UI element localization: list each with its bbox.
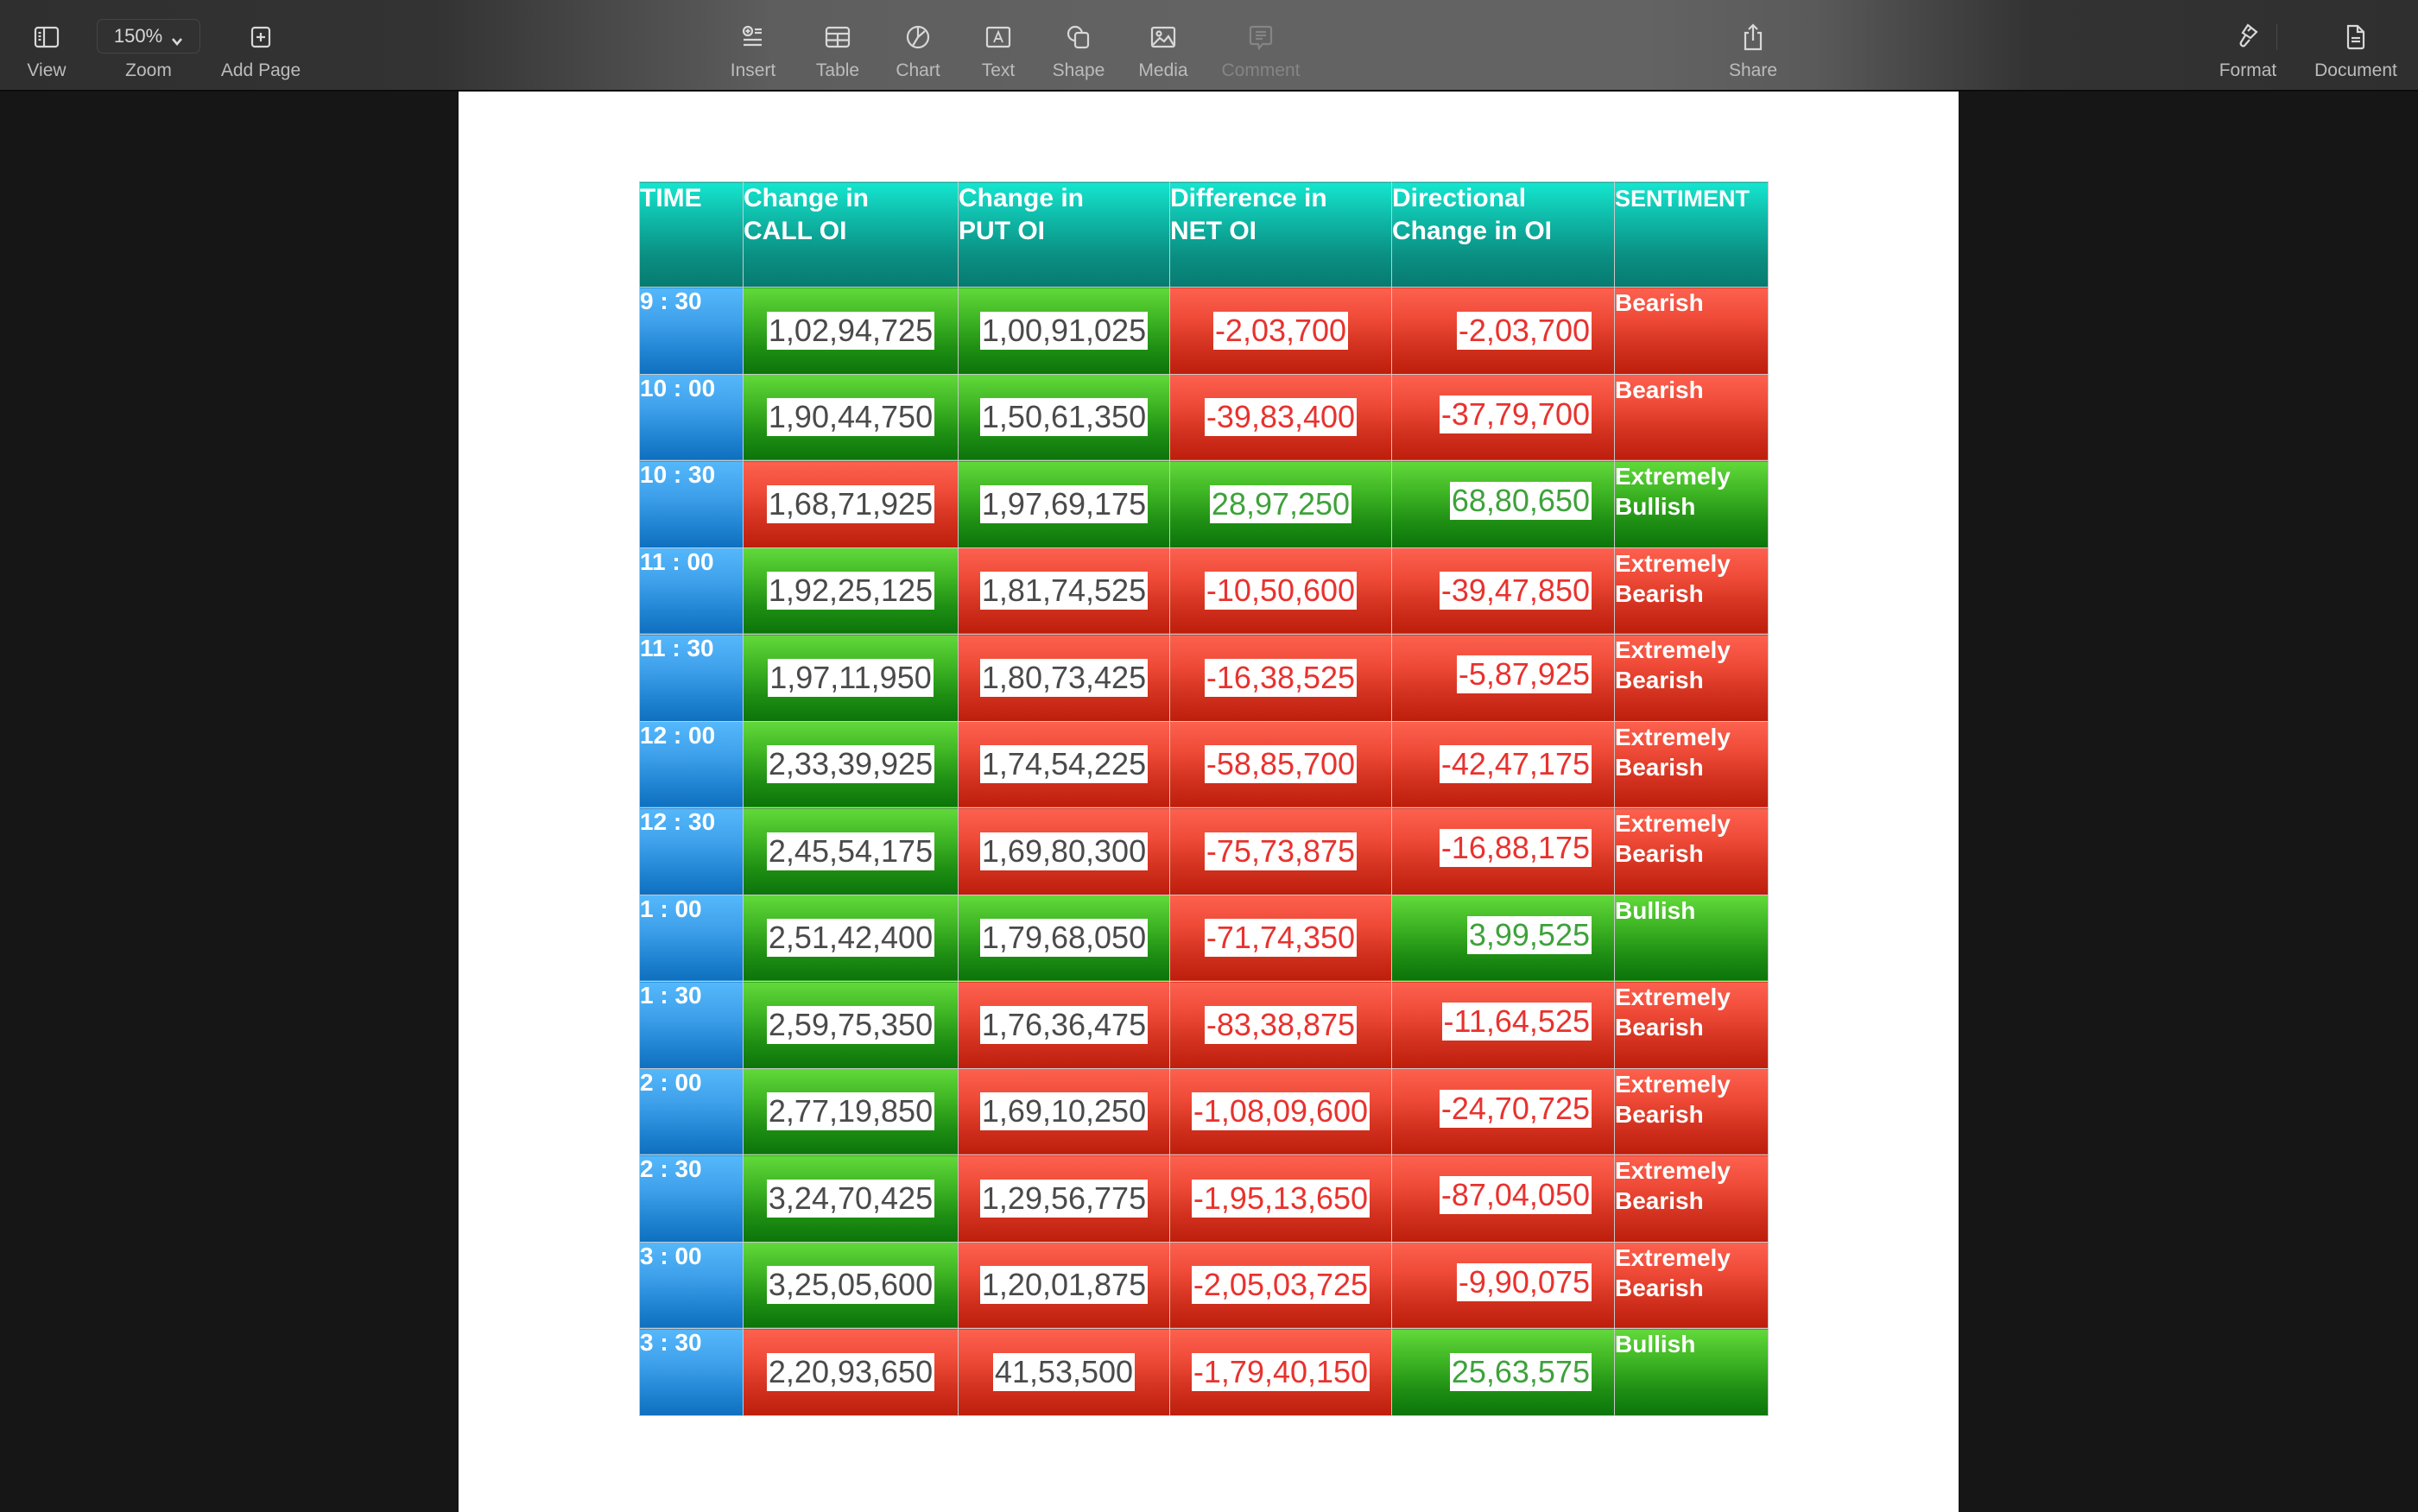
sentiment-line-2: Bearish xyxy=(1615,1100,1704,1128)
cell-directional-oi[interactable] xyxy=(1392,895,1615,982)
call-oi-value: 1,92,25,125 xyxy=(768,573,934,609)
put-oi-value: 1,76,36,475 xyxy=(981,1006,1147,1042)
table-header-row xyxy=(640,182,1769,288)
put-oi-value: 1,50,61,350 xyxy=(981,399,1147,435)
cell-time[interactable] xyxy=(640,374,744,461)
cell-net-oi[interactable] xyxy=(1170,1329,1392,1416)
chart-button[interactable] xyxy=(886,0,950,90)
cell-call-oi[interactable] xyxy=(744,461,959,548)
zoom-dropdown[interactable] xyxy=(97,19,200,54)
cell-call-oi[interactable] xyxy=(744,895,959,982)
table-row[interactable] xyxy=(640,895,1769,982)
sentiment-line-2: Bearish xyxy=(1615,1274,1704,1301)
sentiment-line-1: Bullish xyxy=(1615,1331,1696,1357)
insert-button[interactable] xyxy=(722,0,784,90)
table-row[interactable] xyxy=(640,982,1769,1069)
view-button[interactable] xyxy=(19,0,74,90)
paintbrush-icon xyxy=(2236,22,2260,52)
cell-time[interactable] xyxy=(640,461,744,548)
cell-net-oi[interactable] xyxy=(1170,721,1392,808)
sentiment-line-1: Extremely xyxy=(1615,463,1731,490)
cell-call-oi[interactable] xyxy=(744,547,959,635)
cell-call-oi[interactable] xyxy=(744,288,959,375)
text-button[interactable] xyxy=(967,0,1029,90)
zoom-label: Zoom xyxy=(125,60,172,80)
cell-time[interactable] xyxy=(640,1068,744,1155)
table-button[interactable] xyxy=(807,0,869,90)
time-value: 12 : 00 xyxy=(640,721,716,749)
cell-call-oi[interactable] xyxy=(744,982,959,1069)
put-oi-value: 1,69,80,300 xyxy=(981,832,1147,869)
cell-net-oi[interactable] xyxy=(1170,374,1392,461)
insert-label: Insert xyxy=(730,60,776,80)
call-oi-value: 2,20,93,650 xyxy=(768,1353,934,1389)
net-oi-value: -39,83,400 xyxy=(1206,399,1356,435)
directional-oi-value: -11,64,525 xyxy=(1443,1003,1590,1039)
cell-sentiment[interactable] xyxy=(1615,635,1769,722)
cell-put-oi[interactable] xyxy=(959,547,1170,635)
time-value: 10 : 00 xyxy=(640,374,716,402)
text-label: Text xyxy=(981,60,1016,80)
net-oi-value: 28,97,250 xyxy=(1211,485,1351,522)
plus-square-icon xyxy=(250,22,271,52)
table-body xyxy=(640,288,1769,1416)
table-row[interactable] xyxy=(640,547,1769,635)
share-button[interactable] xyxy=(1722,0,1784,90)
directional-oi-value: -37,79,700 xyxy=(1440,395,1590,432)
time-value: 10 : 30 xyxy=(640,461,716,488)
put-oi-value: 1,79,68,050 xyxy=(981,920,1147,956)
comment-label: Comment xyxy=(1221,60,1301,80)
put-oi-value: 1,69,10,250 xyxy=(981,1093,1147,1129)
view-label: View xyxy=(27,60,66,80)
document-page[interactable] xyxy=(459,92,1959,1512)
add-page-label: Add Page xyxy=(220,60,301,80)
header-time[interactable]: TIME xyxy=(640,182,744,288)
cell-time[interactable] xyxy=(640,721,744,808)
call-oi-value: 2,51,42,400 xyxy=(768,920,934,956)
insert-list-icon xyxy=(741,22,765,52)
chart-label: Chart xyxy=(896,60,940,80)
call-oi-value: 2,33,39,925 xyxy=(768,746,934,782)
cell-directional-oi[interactable] xyxy=(1392,374,1615,461)
cell-sentiment[interactable] xyxy=(1615,1155,1769,1243)
directional-oi-value: -39,47,850 xyxy=(1440,573,1590,609)
directional-oi-value: -87,04,050 xyxy=(1440,1177,1590,1212)
cell-sentiment[interactable] xyxy=(1615,721,1769,808)
cell-put-oi[interactable] xyxy=(959,721,1170,808)
cell-sentiment[interactable] xyxy=(1615,374,1769,461)
sentiment-line-1: Extremely xyxy=(1615,1070,1731,1098)
cell-put-oi[interactable] xyxy=(959,288,1170,375)
zoom-value: 150% xyxy=(113,25,163,47)
cell-call-oi[interactable] xyxy=(744,635,959,722)
cell-directional-oi[interactable] xyxy=(1392,1068,1615,1155)
net-oi-value: -2,03,700 xyxy=(1214,312,1347,348)
cell-directional-oi[interactable] xyxy=(1392,288,1615,375)
cell-put-oi[interactable] xyxy=(959,374,1170,461)
header-directional-oi[interactable]: Directional Change in OI xyxy=(1392,182,1615,288)
put-oi-value: 1,80,73,425 xyxy=(981,659,1147,695)
cell-put-oi[interactable] xyxy=(959,895,1170,982)
cell-put-oi[interactable] xyxy=(959,1329,1170,1416)
sentiment-line-1: Extremely xyxy=(1615,723,1731,750)
call-oi-value: 3,24,70,425 xyxy=(768,1180,934,1216)
zoom-control[interactable] xyxy=(97,0,200,90)
table-row[interactable] xyxy=(640,1242,1769,1329)
time-value: 3 : 00 xyxy=(640,1242,702,1269)
cell-directional-oi[interactable] xyxy=(1392,1155,1615,1243)
cell-directional-oi[interactable] xyxy=(1392,461,1615,548)
net-oi-value: -1,79,40,150 xyxy=(1193,1353,1369,1389)
comment-button[interactable] xyxy=(1213,0,1308,90)
media-label: Media xyxy=(1138,60,1188,80)
time-value: 2 : 00 xyxy=(640,1068,702,1096)
call-oi-value: 2,45,54,175 xyxy=(768,832,934,869)
cell-put-oi[interactable] xyxy=(959,1068,1170,1155)
cell-net-oi[interactable] xyxy=(1170,635,1392,722)
put-oi-value: 1,29,56,775 xyxy=(981,1180,1147,1216)
cell-sentiment[interactable] xyxy=(1615,1068,1769,1155)
pie-chart-icon xyxy=(905,22,931,52)
sentiment-line-1: Extremely xyxy=(1615,810,1731,837)
cell-net-oi[interactable] xyxy=(1170,547,1392,635)
cell-sentiment[interactable] xyxy=(1615,461,1769,548)
cell-sentiment[interactable] xyxy=(1615,1242,1769,1329)
table-row[interactable] xyxy=(640,635,1769,722)
net-oi-value: -1,95,13,650 xyxy=(1193,1180,1369,1216)
put-oi-value: 1,00,91,025 xyxy=(981,312,1147,348)
sentiment-line-2: Bearish xyxy=(1615,840,1704,867)
sentiment-line-2: Bearish xyxy=(1615,753,1704,781)
cell-net-oi[interactable] xyxy=(1170,982,1392,1069)
table-row[interactable] xyxy=(640,1068,1769,1155)
call-oi-value: 1,90,44,750 xyxy=(768,399,934,435)
cell-directional-oi[interactable] xyxy=(1392,721,1615,808)
shape-button[interactable] xyxy=(1047,0,1111,90)
call-oi-value: 2,59,75,350 xyxy=(768,1006,934,1042)
cell-net-oi[interactable] xyxy=(1170,1242,1392,1329)
time-value: 1 : 30 xyxy=(640,982,702,1009)
put-oi-value: 1,97,69,175 xyxy=(981,485,1147,522)
directional-oi-value: -42,47,175 xyxy=(1440,746,1590,782)
sentiment-line-1: Extremely xyxy=(1615,549,1731,577)
cell-call-oi[interactable] xyxy=(744,808,959,895)
table-row[interactable] xyxy=(640,1329,1769,1416)
put-oi-value: 1,20,01,875 xyxy=(981,1267,1147,1303)
cell-sentiment[interactable] xyxy=(1615,895,1769,982)
directional-oi-value: -2,03,700 xyxy=(1458,312,1590,348)
oi-sentiment-table[interactable] xyxy=(639,181,1769,1416)
document-canvas xyxy=(0,92,2418,1512)
document-button[interactable] xyxy=(2307,0,2404,90)
sidebar-icon xyxy=(34,22,60,52)
document-label: Document xyxy=(2314,60,2397,80)
call-oi-value: 3,25,05,600 xyxy=(768,1267,934,1303)
toolbar-divider xyxy=(2276,24,2277,50)
sentiment-line-1: Bearish xyxy=(1615,289,1704,316)
cell-put-oi[interactable] xyxy=(959,982,1170,1069)
cell-time[interactable] xyxy=(640,547,744,635)
cell-time[interactable] xyxy=(640,1155,744,1243)
table-row[interactable] xyxy=(640,721,1769,808)
table-row[interactable] xyxy=(640,461,1769,548)
cell-sentiment[interactable] xyxy=(1615,1329,1769,1416)
call-oi-value: 1,02,94,725 xyxy=(768,312,934,348)
cell-time[interactable] xyxy=(640,808,744,895)
put-oi-value: 1,74,54,225 xyxy=(981,746,1147,782)
sentiment-line-2: Bullish xyxy=(1615,493,1696,520)
media-button[interactable] xyxy=(1130,0,1197,90)
cell-put-oi[interactable] xyxy=(959,461,1170,548)
directional-oi-value: -9,90,075 xyxy=(1458,1263,1590,1300)
cell-call-oi[interactable] xyxy=(744,1155,959,1243)
format-label: Format xyxy=(2219,60,2277,80)
cell-time[interactable] xyxy=(640,982,744,1069)
cell-put-oi[interactable] xyxy=(959,808,1170,895)
directional-oi-value: -5,87,925 xyxy=(1458,656,1590,692)
cell-call-oi[interactable] xyxy=(744,1242,959,1329)
time-value: 3 : 30 xyxy=(640,1329,702,1356)
net-oi-value: -71,74,350 xyxy=(1206,920,1356,956)
cell-directional-oi[interactable] xyxy=(1392,982,1615,1069)
put-oi-value: 1,81,74,525 xyxy=(981,573,1147,609)
net-oi-value: -83,38,875 xyxy=(1206,1006,1356,1042)
table-row[interactable] xyxy=(640,288,1769,375)
cell-time[interactable] xyxy=(640,288,744,375)
directional-oi-value: 68,80,650 xyxy=(1451,483,1590,518)
sentiment-line-1: Bullish xyxy=(1615,896,1696,924)
directional-oi-value: -24,70,725 xyxy=(1440,1090,1590,1126)
shape-icon xyxy=(1066,22,1092,52)
call-oi-value: 2,77,19,850 xyxy=(768,1093,934,1129)
cell-sentiment[interactable] xyxy=(1615,547,1769,635)
cell-directional-oi[interactable] xyxy=(1392,1329,1615,1416)
header-put-oi[interactable]: Change in PUT OI xyxy=(959,182,1170,288)
cell-net-oi[interactable] xyxy=(1170,1155,1392,1243)
table-label: Table xyxy=(815,60,860,80)
cell-net-oi[interactable] xyxy=(1170,461,1392,548)
cell-net-oi[interactable] xyxy=(1170,1068,1392,1155)
cell-time[interactable] xyxy=(640,895,744,982)
table-row[interactable] xyxy=(640,374,1769,461)
image-icon xyxy=(1150,22,1176,52)
cell-directional-oi[interactable] xyxy=(1392,1242,1615,1329)
time-value: 1 : 00 xyxy=(640,895,702,922)
net-oi-value: -58,85,700 xyxy=(1206,746,1356,782)
app-toolbar xyxy=(0,0,2418,92)
cell-sentiment[interactable] xyxy=(1615,982,1769,1069)
cell-put-oi[interactable] xyxy=(959,635,1170,722)
net-oi-value: -16,38,525 xyxy=(1206,659,1356,695)
net-oi-value: -75,73,875 xyxy=(1206,832,1356,869)
net-oi-value: -2,05,03,725 xyxy=(1193,1267,1369,1303)
table-row[interactable] xyxy=(640,808,1769,895)
header-sentiment[interactable]: SENTIMENT xyxy=(1615,182,1769,288)
sentiment-line-1: Extremely xyxy=(1615,636,1731,663)
cell-sentiment[interactable] xyxy=(1615,288,1769,375)
directional-oi-value: 25,63,575 xyxy=(1451,1353,1590,1389)
table-row[interactable] xyxy=(640,1155,1769,1243)
sentiment-line-1: Extremely xyxy=(1615,1157,1731,1184)
sentiment-line-2: Bearish xyxy=(1615,667,1704,693)
cell-call-oi[interactable] xyxy=(744,374,959,461)
header-net-oi[interactable]: Difference in NET OI xyxy=(1170,182,1392,288)
shape-label: Shape xyxy=(1052,60,1105,80)
share-icon xyxy=(1742,22,1764,52)
time-value: 12 : 30 xyxy=(640,808,716,835)
time-value: 2 : 30 xyxy=(640,1155,702,1182)
time-value: 9 : 30 xyxy=(640,288,702,314)
cell-call-oi[interactable] xyxy=(744,721,959,808)
sentiment-line-1: Extremely xyxy=(1615,1243,1731,1271)
directional-oi-value: -16,88,175 xyxy=(1440,830,1590,865)
call-oi-value: 1,97,11,950 xyxy=(769,659,932,695)
share-label: Share xyxy=(1728,60,1778,80)
table-icon xyxy=(825,22,851,52)
time-value: 11 : 30 xyxy=(640,635,714,661)
time-value: 11 : 00 xyxy=(640,547,714,575)
cell-net-oi[interactable] xyxy=(1170,808,1392,895)
document-icon xyxy=(2345,22,2366,52)
cell-call-oi[interactable] xyxy=(744,1068,959,1155)
cell-net-oi[interactable] xyxy=(1170,288,1392,375)
add-page-button[interactable] xyxy=(216,0,306,90)
cell-directional-oi[interactable] xyxy=(1392,808,1615,895)
cell-time[interactable] xyxy=(640,1242,744,1329)
cell-put-oi[interactable] xyxy=(959,1155,1170,1243)
chevron-down-icon xyxy=(171,30,183,42)
sentiment-line-2: Bearish xyxy=(1615,1187,1704,1214)
cell-call-oi[interactable] xyxy=(744,1329,959,1416)
cell-time[interactable] xyxy=(640,1329,744,1416)
directional-oi-value: 3,99,525 xyxy=(1468,916,1590,952)
net-oi-value: -10,50,600 xyxy=(1206,573,1356,609)
cell-put-oi[interactable] xyxy=(959,1242,1170,1329)
format-button[interactable] xyxy=(2216,0,2280,90)
sentiment-line-1: Extremely xyxy=(1615,984,1731,1010)
header-call-oi[interactable]: Change in CALL OI xyxy=(744,182,959,288)
sentiment-line-2: Bearish xyxy=(1615,579,1704,607)
call-oi-value: 1,68,71,925 xyxy=(768,485,934,522)
cell-time[interactable] xyxy=(640,635,744,722)
put-oi-value: 41,53,500 xyxy=(994,1353,1134,1389)
sentiment-line-1: Bearish xyxy=(1615,376,1704,403)
text-box-icon xyxy=(985,22,1011,52)
comment-icon xyxy=(1249,22,1273,52)
cell-directional-oi[interactable] xyxy=(1392,547,1615,635)
net-oi-value: -1,08,09,600 xyxy=(1193,1093,1369,1129)
cell-directional-oi[interactable] xyxy=(1392,635,1615,722)
sentiment-line-2: Bearish xyxy=(1615,1014,1704,1041)
cell-sentiment[interactable] xyxy=(1615,808,1769,895)
cell-net-oi[interactable] xyxy=(1170,895,1392,982)
